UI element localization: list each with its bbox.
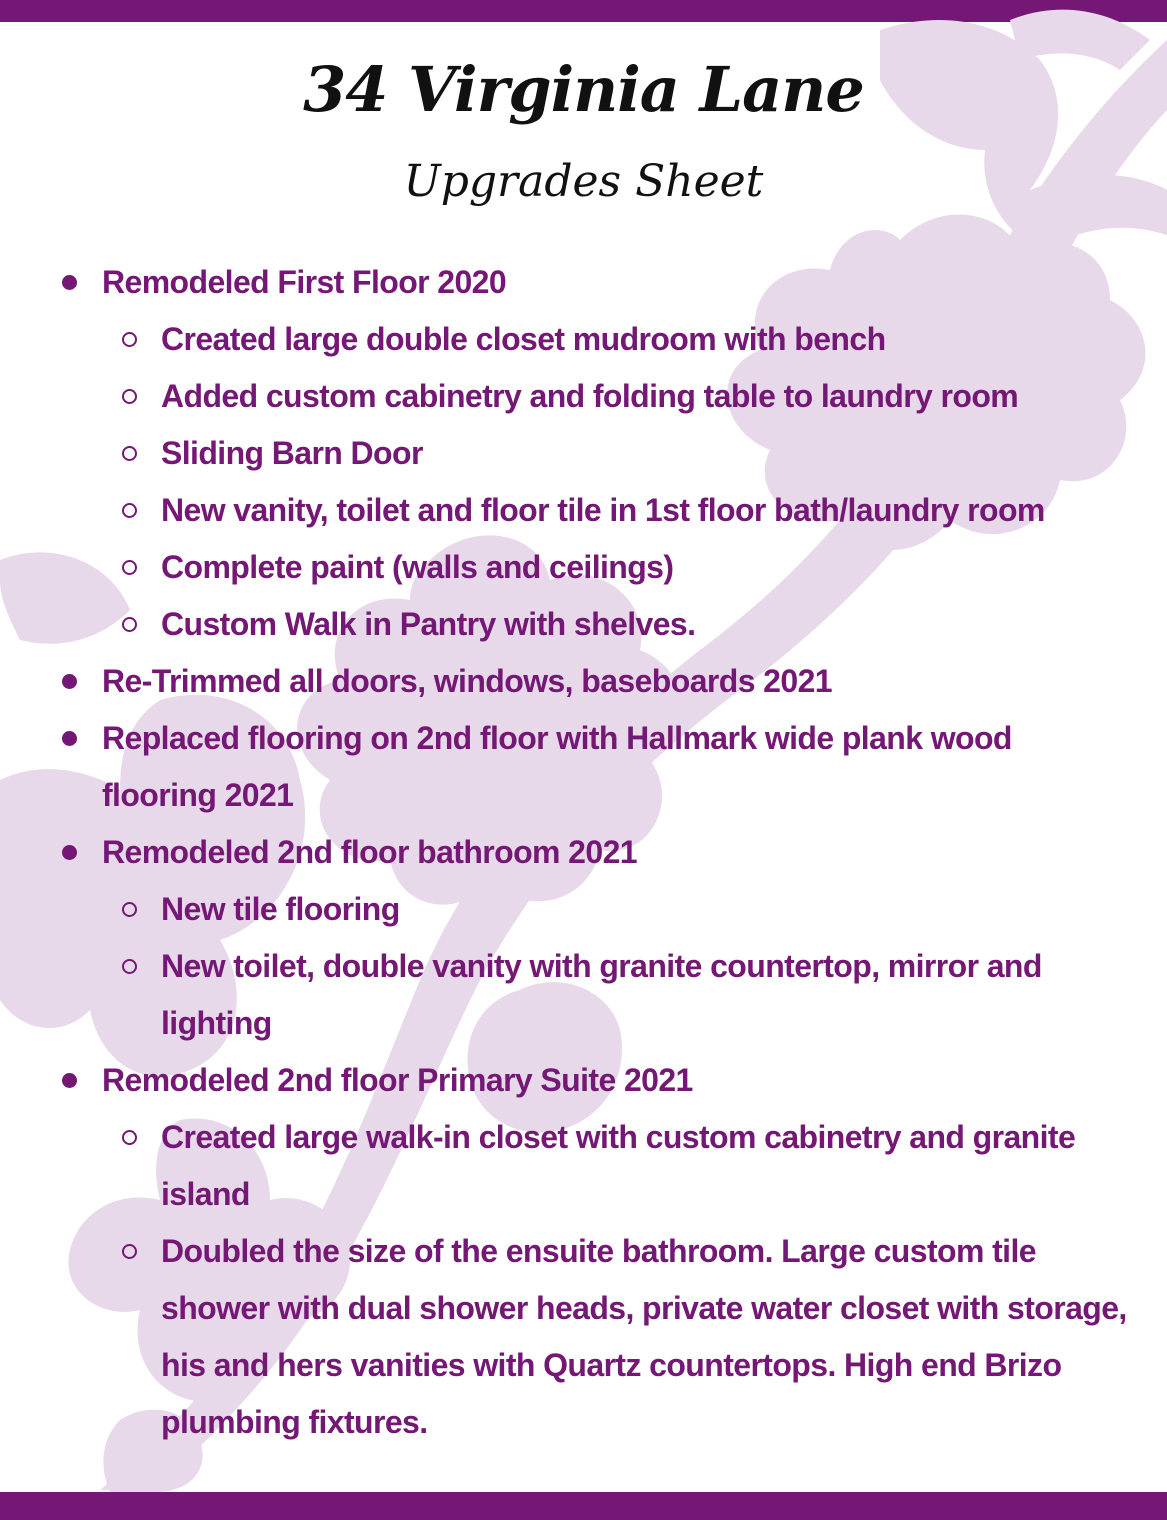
- sub-list-item: [0, 482, 1167, 539]
- bottom-border-bar: [0, 1492, 1167, 1520]
- bullet-ring-icon: [122, 560, 137, 575]
- sub-list-item-continuation: [0, 1337, 1167, 1394]
- bullet-ring-icon: [122, 1130, 137, 1145]
- list-item-text: Remodeled 2nd floor Primary Suite 2021: [102, 1062, 693, 1098]
- bullet-ring-icon: [122, 617, 137, 632]
- bullet-dot-icon: [62, 845, 77, 860]
- list-item-text: Remodeled 2nd floor bathroom 2021: [102, 834, 637, 870]
- bullet-dot-icon: [62, 731, 77, 746]
- sub-list-item: [0, 368, 1167, 425]
- sub-list-item: [0, 1109, 1167, 1166]
- list-item-text: Created large double closet mudroom with bench: [161, 321, 886, 357]
- list-item-text: Custom Walk in Pantry with shelves.: [161, 606, 696, 642]
- list-item-text: Added custom cabinetry and folding table to laundry room: [161, 378, 1019, 414]
- list-item-text: lighting: [161, 1005, 272, 1041]
- sub-list-item-continuation: [0, 1166, 1167, 1223]
- sub-list-item-continuation: [0, 1394, 1167, 1451]
- list-item: [0, 254, 1167, 311]
- list-item-text: shower with dual shower heads, private water closet with storage,: [161, 1290, 1127, 1326]
- bullet-dot-icon: [62, 275, 77, 290]
- bullet-ring-icon: [122, 446, 137, 461]
- sub-list-item: [0, 425, 1167, 482]
- list-item-text: island: [161, 1176, 250, 1212]
- list-item-text: Remodeled First Floor 2020: [102, 264, 507, 300]
- list-item: [0, 1052, 1167, 1109]
- list-item-text: plumbing fixtures.: [161, 1404, 428, 1440]
- page-title: 34 Virginia Lane: [303, 53, 864, 126]
- list-item-text: New tile flooring: [161, 891, 400, 927]
- bullet-dot-icon: [62, 1073, 77, 1088]
- list-item-text: Replaced flooring on 2nd floor with Hallmark wide plank wood: [102, 720, 1012, 756]
- bullet-ring-icon: [122, 1244, 137, 1259]
- sub-list-item-continuation: [0, 1280, 1167, 1337]
- upgrades-list: [0, 254, 1167, 1451]
- bullet-ring-icon: [122, 332, 137, 347]
- sub-list-item: [0, 881, 1167, 938]
- bullet-ring-icon: [122, 503, 137, 518]
- sub-list-item: [0, 539, 1167, 596]
- bullet-ring-icon: [122, 959, 137, 974]
- list-item: [0, 653, 1167, 710]
- list-item: [0, 824, 1167, 881]
- list-item-text: Doubled the size of the ensuite bathroom. Large custom tile: [161, 1233, 1036, 1269]
- sub-list-item: [0, 938, 1167, 995]
- list-item: [0, 710, 1167, 767]
- bullet-dot-icon: [62, 674, 77, 689]
- sub-list-item: [0, 596, 1167, 653]
- list-item-text: New toilet, double vanity with granite countertop, mirror and: [161, 948, 1042, 984]
- list-item-text: Created large walk-in closet with custom cabinetry and granite: [161, 1119, 1076, 1155]
- list-item-text: his and hers vanities with Quartz countertops. High end Brizo: [161, 1347, 1062, 1383]
- list-item-text: flooring 2021: [102, 777, 294, 813]
- sub-list-item: [0, 1223, 1167, 1280]
- list-item-text: Complete paint (walls and ceilings): [161, 549, 674, 585]
- list-item-text: Re-Trimmed all doors, windows, baseboards 2021: [102, 663, 832, 699]
- sub-list-item: [0, 311, 1167, 368]
- sub-list-item-continuation: [0, 995, 1167, 1052]
- bullet-ring-icon: [122, 389, 137, 404]
- page-subtitle: Upgrades Sheet: [403, 156, 764, 207]
- list-item-continuation: [0, 767, 1167, 824]
- list-item-text: New vanity, toilet and floor tile in 1st floor bath/laundry room: [161, 492, 1045, 528]
- list-item-text: Sliding Barn Door: [161, 435, 423, 471]
- bullet-ring-icon: [122, 902, 137, 917]
